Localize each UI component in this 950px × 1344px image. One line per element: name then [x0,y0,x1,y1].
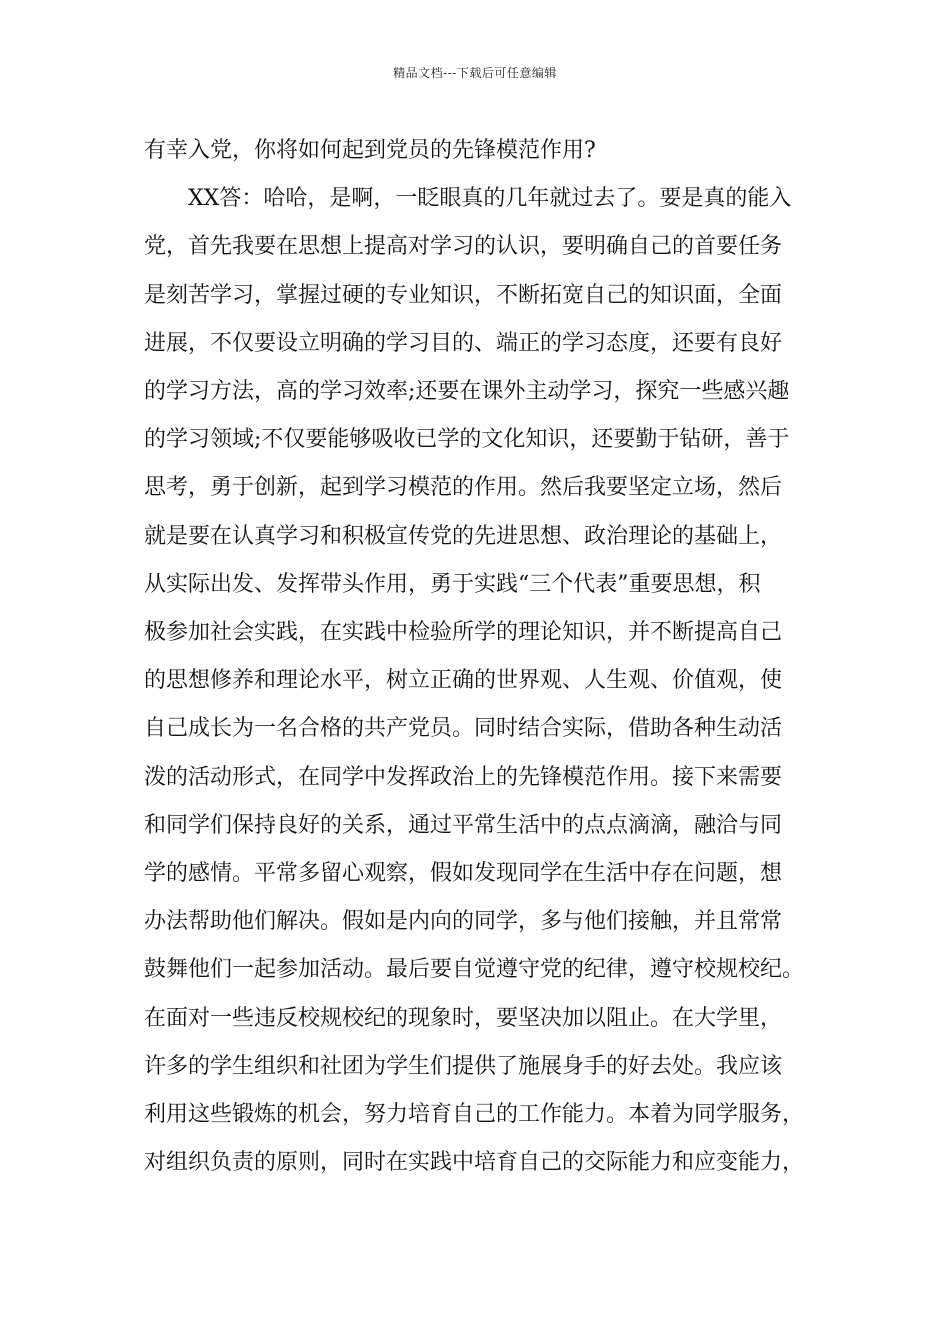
page-header: 精品文档---下载后可任意编辑 [393,66,557,80]
text-line: 鼓舞他们一起参加活动。最后要自觉遵守党的纪律，遵守校规校纪。 [144,957,805,983]
text-line: 进展，不仅要设立明确的学习目的、端正的学习态度，还要有良好 [144,330,783,356]
text-line: 和同学们保持良好的关系，通过平常生活中的点点滴滴，融洽与同 [144,812,783,838]
text-line: 的学习方法，高的学习效率;还要在课外主动学习，探究一些感兴趣 [144,379,790,405]
text-line: 是刻苦学习，掌握过硬的专业知识，不断拓宽自己的知识面，全面 [144,282,783,308]
text-line: 的学习领域;不仅要能够吸收已学的文化知识，还要勤于钻研，善于 [144,427,790,453]
text-line: 有幸入党，你将如何起到党员的先锋模范作用? [144,138,596,163]
text-line: 自己成长为一名合格的共产党员。同时结合实际，借助各种生动活 [144,716,783,742]
text-line: 的思想修养和理论水平，树立正确的世界观、人生观、价值观，使 [144,668,783,694]
text-line: 对组织负责的原则，同时在实践中培育自己的交际能力和应变能力， [144,1150,805,1176]
text-line: 许多的学生组织和社团为学生们提供了施展身手的好去处。我应该 [144,1053,783,1079]
text-line: 在面对一些违反校规校纪的现象时，要坚决加以阻止。在大学里， [144,1005,783,1031]
text-line: 党，首先我要在思想上提高对学习的认识，要明确自己的首要任务 [144,234,783,260]
text-line: 从实际出发、发挥带头作用，勇于实践“三个代表”重要思想，积 [144,571,761,597]
text-line: 办法帮助他们解决。假如是内向的同学，多与他们接触，并且常常 [144,909,783,935]
document-body [144,127,819,1187]
text-line: 极参加社会实践，在实践中检验所学的理论知识，并不断提高自己 [144,620,783,646]
text-line: 学的感情。平常多留心观察，假如发现同学在生活中存在问题，想 [144,861,783,887]
text-line: 泼的活动形式，在同学中发挥政治上的先锋模范作用。接下来需要 [144,764,783,790]
text-line: 利用这些锻炼的机会，努力培育自己的工作能力。本着为同学服务， [144,1102,805,1128]
text-line: XX答：哈哈，是啊，一眨眼真的几年就过去了。要是真的能入 [188,186,792,212]
text-line: 就是要在认真学习和积极宣传党的先进思想、政治理论的基础上， [144,523,783,549]
text-line: 思考，勇于创新，起到学习模范的作用。然后我要坚定立场，然后 [144,475,783,501]
